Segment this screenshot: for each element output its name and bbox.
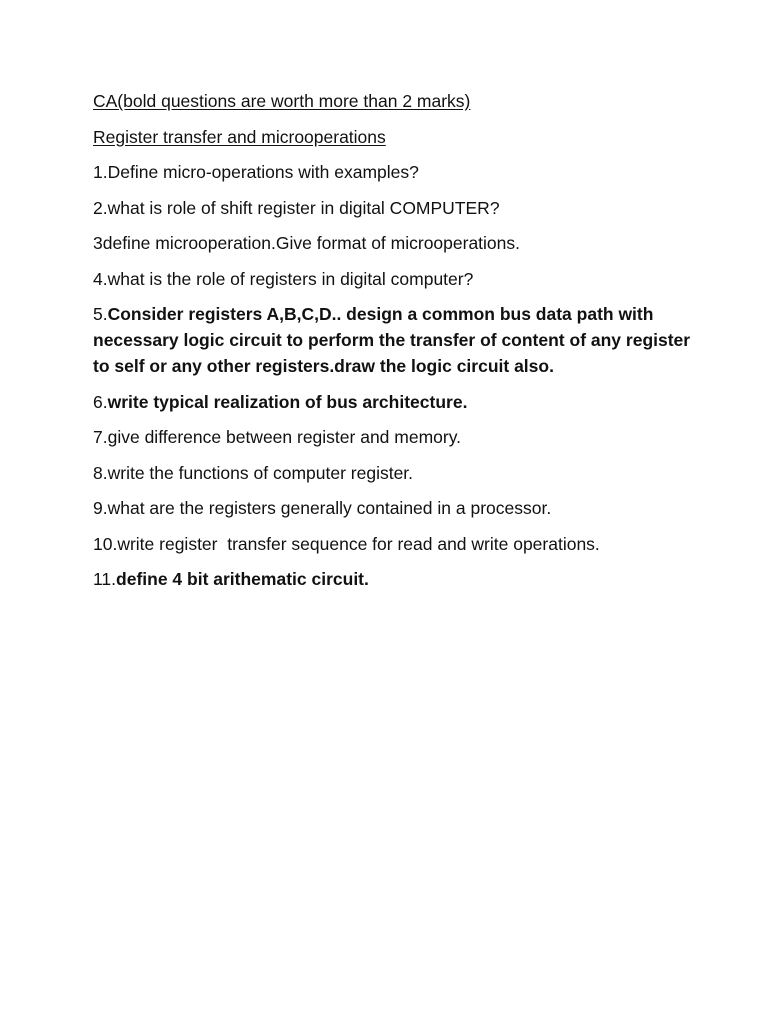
question-number: 4.: [93, 268, 108, 289]
question-text: write the functions of computer register.: [107, 462, 414, 483]
question-text: give difference between register and memory.: [107, 427, 462, 447]
document-title: CA(bold questions are worth more than 2 marks): [93, 91, 471, 111]
question-6: [93, 389, 693, 415]
question-text: what is the role of registers in digital computer?: [107, 268, 474, 289]
question-text: write register transfer sequence for read and write operations.: [117, 533, 600, 554]
question-text-bold: write typical realization of bus architecture.: [107, 391, 468, 412]
document-content: [93, 88, 693, 602]
question-text-bold: define 4 bit arithematic circuit.: [116, 569, 369, 589]
question-text: Define micro-operations with examples?: [107, 162, 419, 182]
question-10: [93, 531, 693, 557]
question-number: 5.: [93, 304, 108, 324]
question-3: [93, 230, 693, 256]
question-number: 9.: [93, 498, 108, 518]
question-text: what are the registers generally contained in a processor.: [107, 498, 552, 518]
question-number: 7.: [93, 427, 108, 447]
question-number: 3: [93, 233, 103, 253]
section-heading: Register transfer and microoperations: [93, 126, 386, 147]
question-number: 1.: [93, 162, 108, 182]
question-number: 8.: [93, 462, 108, 483]
question-5: [93, 301, 693, 379]
question-number: 2.: [93, 197, 108, 218]
question-number: 11.: [93, 569, 117, 589]
question-1: [93, 159, 693, 185]
question-text-bold: Consider registers A,B,C,D.. design a common bus data path with necessary logic circuit to perform the transfer of content of any register to self or any other registers.draw the logic circuit also.: [93, 304, 691, 376]
question-8: [93, 460, 693, 486]
question-7: [93, 424, 693, 450]
question-4: [93, 266, 693, 292]
question-2: [93, 195, 693, 221]
question-text: what is role of shift register in digital COMPUTER?: [107, 197, 500, 218]
question-11: [93, 566, 693, 592]
question-number: 10.: [93, 533, 118, 554]
question-number: 6.: [93, 391, 108, 412]
question-9: [93, 495, 693, 521]
question-text: define microoperation.Give format of microoperations.: [102, 233, 521, 253]
